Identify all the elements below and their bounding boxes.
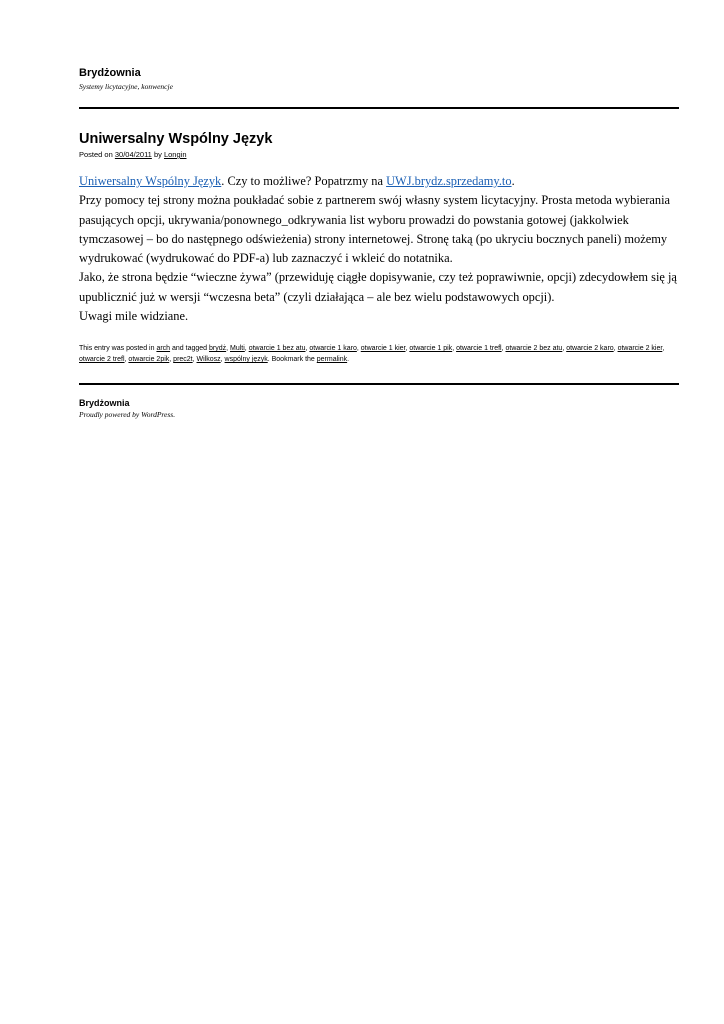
footer-divider: [79, 383, 679, 385]
tag-link[interactable]: otwarcie 1 karo: [309, 345, 357, 353]
tag-link[interactable]: brydż: [209, 345, 227, 353]
tag-list: brydż, Multi, otwarcie 1 bez atu, otwarcie 1 karo, otwarcie 1 kier, otwarcie 1 pik, otwarcie 1 trefl, otwarcie 2 bez atu, otwarcie 2 karo, otwarcie 2 kier, otwarcie 2 trefl, otwarcie 2pik, prec2t, Wilkosz, wspólny język: [79, 345, 665, 364]
paragraph-text: . Czy to możliwe? Popatrzmy na: [221, 174, 387, 188]
post-title: Uniwersalny Wspólny Język: [79, 131, 273, 147]
content-paragraph-2: Przy pomocy tej strony można poukładać sobie z partnerem swój własny system licytacyjny. Prosta metoda wybierania pasujących opcji, ukrywania/ponownego_odkrywania list wyboru prowadzi do powstania gotowej (jakkolwiek tymczasowej – bo do następnego odświeżenia) strony internetowej. Stronę taką (po ukryciu bocznych paneli) możemy wydrukować (wydrukować do PDF-a) lub zaznaczyć i wkleić do notatnika.: [79, 193, 671, 266]
tag-link[interactable]: wspólny język: [224, 356, 268, 364]
footer-credit[interactable]: Proudly powered by WordPress.: [79, 410, 176, 419]
tag-link[interactable]: otwarcie 2pik: [128, 356, 170, 364]
tag-link[interactable]: otwarcie 2 bez atu: [505, 345, 563, 353]
post-meta: [79, 150, 679, 160]
posted-on-label: Posted on: [79, 150, 113, 159]
uwj-title-link[interactable]: Uniwersalny Wspólny Język: [79, 174, 222, 188]
site-title[interactable]: Brydżownia: [79, 67, 141, 79]
footer-text: and tagged: [170, 345, 209, 353]
author-link[interactable]: Longin: [163, 150, 187, 159]
tag-link[interactable]: otwarcie 2 trefl: [79, 356, 125, 364]
category-link[interactable]: arch: [156, 345, 171, 353]
post-article: [79, 130, 679, 365]
content-paragraph-3: Jako, że strona będzie “wieczne żywa” (przewiduję ciągłe dopisywanie, czy też poprawiwnie, opcji) zdecydowłem się ją upublicznić już w wersji “wczesna beta” (czyli działająca – ale bez wielu podstawowych opcji).: [79, 270, 677, 304]
tag-link[interactable]: prec2t: [173, 356, 193, 364]
content-paragraph-4: Uwagi mile widziane.: [79, 309, 189, 324]
content-paragraph-1: [79, 172, 679, 191]
footer-site-title[interactable]: Brydżownia: [79, 398, 130, 408]
tag-link[interactable]: otwarcie 2 kier: [617, 345, 663, 353]
footer-text: This entry was posted in: [79, 345, 157, 353]
tag-link[interactable]: otwarcie 1 pik: [409, 345, 453, 353]
tag-link[interactable]: otwarcie 1 bez atu: [248, 345, 306, 353]
tag-link[interactable]: Multi: [230, 345, 245, 353]
site-description: Systemy licytacyjne, konwencje: [79, 82, 173, 91]
post-date-link[interactable]: 30/04/2011: [114, 150, 152, 159]
site-header: [79, 67, 679, 92]
footer-text: . Bookmark the: [267, 356, 317, 364]
tag-link[interactable]: otwarcie 2 karo: [566, 345, 614, 353]
tag-link[interactable]: otwarcie 1 kier: [360, 345, 406, 353]
site-footer: [79, 397, 679, 420]
tag-link[interactable]: Wilkosz: [196, 356, 221, 364]
post-content: [79, 172, 679, 326]
permalink-link[interactable]: permalink: [316, 356, 348, 364]
footer-text: .: [347, 356, 350, 364]
post-footer: [79, 343, 679, 365]
paragraph-text: .: [511, 174, 515, 188]
header-divider: [79, 107, 679, 109]
uwj-site-link[interactable]: UWJ.brydz.sprzedamy.to: [386, 174, 512, 188]
by-label: by: [153, 150, 162, 159]
tag-link[interactable]: otwarcie 1 trefl: [456, 345, 502, 353]
